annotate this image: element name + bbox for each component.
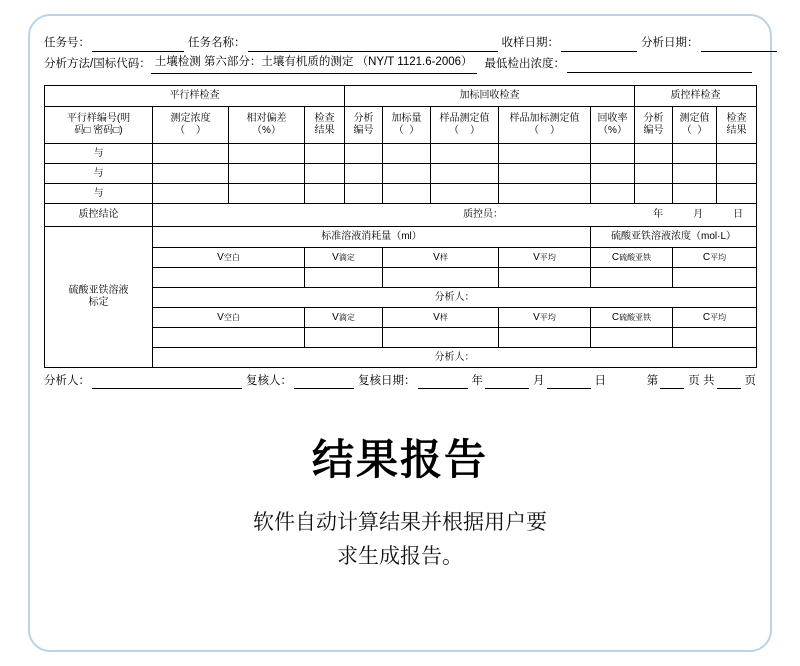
footer-day: 日: [594, 375, 606, 387]
symbol-c-avg-2: C平均: [673, 308, 757, 328]
titr-v-sample-value-2[interactable]: [383, 328, 499, 348]
titr-v-titr-value-1[interactable]: [305, 268, 383, 288]
col-sample-measured-value: 样品测定值 （ ）: [431, 107, 499, 144]
titr-v-avg-value-2[interactable]: [499, 328, 591, 348]
cell-ano2-3[interactable]: [635, 184, 673, 204]
titr-v-blank-value-1[interactable]: [153, 268, 305, 288]
table-column-header-row: [45, 107, 757, 144]
cell-spike-3[interactable]: [383, 184, 431, 204]
quality-control-table: [44, 85, 757, 368]
table-group-header-row: [45, 86, 757, 107]
cell-conc-2[interactable]: [153, 164, 229, 184]
cell-ssmv-3[interactable]: [499, 184, 591, 204]
caption-block: [0, 432, 800, 574]
cell-smv-2[interactable]: [431, 164, 499, 184]
header-row-2: [44, 53, 756, 74]
titration-volume-header: 标准溶液消耗量（ml）: [153, 227, 591, 248]
cell-ano2-2[interactable]: [635, 164, 673, 184]
cell-smv-3[interactable]: [431, 184, 499, 204]
col-parallel-sample-id-line1: 平行样编号(明: [66, 113, 131, 124]
cell-parallel-id-1[interactable]: 与: [45, 144, 153, 164]
titr-v-blank-value-2[interactable]: [153, 328, 305, 348]
footer-review-year-field[interactable]: [418, 375, 468, 389]
titration-analyst-label-1[interactable]: 分析人：: [153, 288, 757, 308]
cell-rec-2[interactable]: [591, 164, 635, 184]
titration-row-label: 硫酸亚铁溶液 标定: [45, 227, 153, 368]
sampling-date-label: 收样日期：: [501, 37, 559, 49]
col-relative-deviation: 相对偏差 （%）: [229, 107, 305, 144]
caption-description: [0, 506, 800, 574]
footer-reviewer-field[interactable]: [294, 375, 354, 389]
titr-v-avg-value-1[interactable]: [499, 268, 591, 288]
cell-result-3[interactable]: [305, 184, 345, 204]
group-spike-recovery-check: 加标回收检查: [345, 86, 635, 107]
symbol-v-titr-1: V滴定: [305, 248, 383, 268]
sampling-date-field[interactable]: [561, 38, 637, 52]
conclusion-value-cell[interactable]: [153, 204, 757, 227]
titr-c-fe-value-1[interactable]: [591, 268, 673, 288]
titr-c-fe-value-2[interactable]: [591, 328, 673, 348]
conclusion-row: [45, 204, 757, 227]
col-qc-measured-value: 测定值 （ ）: [673, 107, 717, 144]
col-parallel-sample-id: [45, 107, 153, 144]
titr-c-avg-value-2[interactable]: [673, 328, 757, 348]
analysis-date-label: 分析日期：: [641, 37, 699, 49]
task-number-field[interactable]: [92, 38, 184, 52]
form-content: [44, 34, 756, 390]
caption-description-line2: 求生成报告。: [337, 545, 463, 568]
table-row[interactable]: [45, 164, 757, 184]
titr-c-avg-value-1[interactable]: [673, 268, 757, 288]
col-parallel-sample-id-line2: 码□ 密码□): [74, 125, 123, 136]
method-code-label: 分析方法/国标代码：: [44, 58, 151, 70]
conclusion-day: 日: [733, 209, 744, 220]
cell-dev-2[interactable]: [229, 164, 305, 184]
cell-dev-1[interactable]: [229, 144, 305, 164]
task-number-label: 任务号：: [44, 37, 90, 49]
symbol-v-sample-2: V样: [383, 308, 499, 328]
caption-description-line1: 软件自动计算结果并根据用户要: [253, 511, 547, 534]
cell-rec-3[interactable]: [591, 184, 635, 204]
col-measured-concentration: 测定浓度 （ ）: [153, 107, 229, 144]
col-spike-amount: 加标量 （ ）: [383, 107, 431, 144]
cell-result2-1[interactable]: [717, 144, 757, 164]
symbol-v-blank-2: V空白: [153, 308, 305, 328]
table-row[interactable]: [45, 184, 757, 204]
titr-v-sample-value-1[interactable]: [383, 268, 499, 288]
footer-analyst-label: 分析人：: [44, 375, 90, 387]
cell-result2-2[interactable]: [717, 164, 757, 184]
cell-ssmv-2[interactable]: [499, 164, 591, 184]
cell-rec-1[interactable]: [591, 144, 635, 164]
footer-analyst-field[interactable]: [92, 375, 242, 389]
cell-result2-3[interactable]: [717, 184, 757, 204]
col-analysis-no-2: 分析 编号: [635, 107, 673, 144]
cell-ano-3[interactable]: [345, 184, 383, 204]
titr-v-titr-value-2[interactable]: [305, 328, 383, 348]
detection-limit-label: 最低检出浓度：: [484, 58, 566, 70]
form-header: [44, 34, 756, 74]
method-code-value[interactable]: 土壤检测 第六部分：土壤有机质的测定 （NY/T 1121.6-2006）: [151, 53, 477, 74]
conclusion-month: 月: [693, 209, 704, 220]
cell-conc-1[interactable]: [153, 144, 229, 164]
cell-dev-3[interactable]: [229, 184, 305, 204]
cell-result-1[interactable]: [305, 144, 345, 164]
footer-review-day-field[interactable]: [547, 375, 591, 389]
header-row-1: [44, 34, 756, 53]
cell-parallel-id-3[interactable]: 与: [45, 184, 153, 204]
symbol-c-fe-1: C硫酸亚铁: [591, 248, 673, 268]
symbol-c-avg-1: C平均: [673, 248, 757, 268]
symbol-v-avg-2: V平均: [499, 308, 591, 328]
qc-person-label: 质控员：: [463, 209, 504, 220]
table-row[interactable]: [45, 144, 757, 164]
col-check-result-2: 检查 结果: [717, 107, 757, 144]
conclusion-label: 质控结论: [45, 204, 153, 227]
cell-ssmv-1[interactable]: [499, 144, 591, 164]
task-name-label: 任务名称：: [188, 37, 246, 49]
col-recovery-rate: 回收率 （%）: [591, 107, 635, 144]
col-analysis-no-1: 分析 编号: [345, 107, 383, 144]
form-footer: [44, 372, 756, 390]
footer-page-total-field[interactable]: [717, 375, 741, 389]
footer-page-number-field[interactable]: [660, 375, 684, 389]
titration-concentration-header: 硫酸亚铁溶液浓度（mol·L）: [591, 227, 757, 248]
cell-ano2-1[interactable]: [635, 144, 673, 164]
footer-review-month-field[interactable]: [485, 375, 529, 389]
footer-month: 月: [533, 375, 545, 387]
cell-qcv-3[interactable]: [673, 184, 717, 204]
page-title: 结果报告: [311, 436, 488, 483]
task-name-field[interactable]: [248, 38, 498, 52]
footer-reviewer-label: 复核人：: [246, 375, 292, 387]
group-qc-sample-check: 质控样检查: [635, 86, 757, 107]
cell-spike-2[interactable]: [383, 164, 431, 184]
footer-page-suffix: 页: [744, 375, 756, 387]
cell-conc-3[interactable]: [153, 184, 229, 204]
symbol-v-sample-1: V样: [383, 248, 499, 268]
footer-review-date-label: 复核日期：: [358, 375, 416, 387]
titration-subheader-row: [45, 227, 757, 248]
footer-page-mid: 页 共: [688, 375, 715, 387]
conclusion-year: 年: [653, 209, 664, 220]
detection-limit-field[interactable]: [567, 59, 752, 73]
cell-qcv-1[interactable]: [673, 144, 717, 164]
symbol-v-titr-2: V滴定: [305, 308, 383, 328]
cell-result-2[interactable]: [305, 164, 345, 184]
cell-qcv-2[interactable]: [673, 164, 717, 184]
group-parallel-check: 平行样检查: [45, 86, 345, 107]
analysis-date-field[interactable]: [701, 38, 777, 52]
col-check-result-1: 检查 结果: [305, 107, 345, 144]
titration-analyst-label-2[interactable]: 分析人：: [153, 348, 757, 368]
footer-year: 年: [471, 375, 483, 387]
cell-ano-1[interactable]: [345, 144, 383, 164]
symbol-c-fe-2: C硫酸亚铁: [591, 308, 673, 328]
cell-ano-2[interactable]: [345, 164, 383, 184]
cell-smv-1[interactable]: [431, 144, 499, 164]
cell-spike-1[interactable]: [383, 144, 431, 164]
symbol-v-avg-1: V平均: [499, 248, 591, 268]
footer-page-prefix: 第: [646, 375, 659, 387]
col-spiked-sample-measured-value: 样品加标测定值 （ ）: [499, 107, 591, 144]
cell-parallel-id-2[interactable]: 与: [45, 164, 153, 184]
symbol-v-blank-1: V空白: [153, 248, 305, 268]
